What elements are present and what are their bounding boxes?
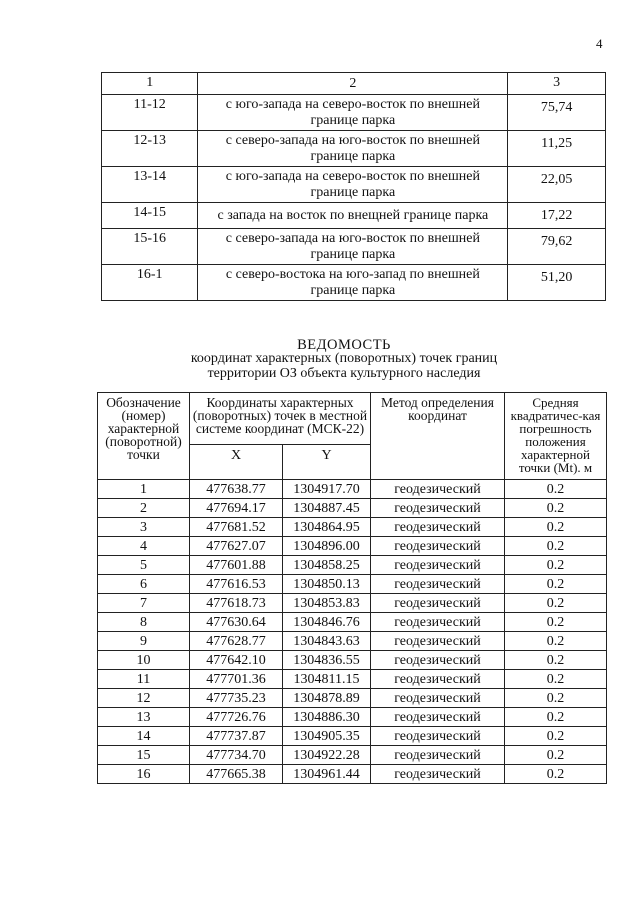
- error-cell: 0.2: [505, 708, 607, 727]
- description-cell: с северо-востока на юго-запад по внешней границе парка: [198, 265, 508, 301]
- table-row: [98, 746, 607, 765]
- error-cell: 0.2: [505, 499, 607, 518]
- x-coordinate-cell: 477601.88: [190, 556, 283, 575]
- y-coordinate-cell: 1304887.45: [283, 499, 371, 518]
- method-cell: геодезический: [371, 727, 505, 746]
- table-row: [98, 670, 607, 689]
- statement-title: ВЕДОМОСТЬ: [297, 337, 391, 353]
- description-cell: с юго-запада на северо-восток по внешней границе парка: [198, 95, 508, 131]
- error-cell: 0.2: [505, 613, 607, 632]
- segment-cell: 13-14: [102, 167, 198, 203]
- table-row: [98, 613, 607, 632]
- y-coordinate-cell: 1304811.15: [283, 670, 371, 689]
- table-header-row: [102, 73, 606, 95]
- method-cell: геодезический: [371, 575, 505, 594]
- error-cell: 0.2: [505, 632, 607, 651]
- length-cell: 75,74: [508, 95, 606, 131]
- length-cell: 79,62: [508, 229, 606, 265]
- x-coordinate-cell: 477616.53: [190, 575, 283, 594]
- method-cell: геодезический: [371, 499, 505, 518]
- error-cell: 0.2: [505, 575, 607, 594]
- error-cell: 0.2: [505, 689, 607, 708]
- error-cell: 0.2: [505, 727, 607, 746]
- table-row: [98, 689, 607, 708]
- error-cell: 0.2: [505, 765, 607, 784]
- segment-cell: 14-15: [102, 203, 198, 229]
- method-cell: геодезический: [371, 594, 505, 613]
- x-coordinate-cell: 477681.52: [190, 518, 283, 537]
- method-cell: геодезический: [371, 518, 505, 537]
- y-coordinate-cell: 1304836.55: [283, 651, 371, 670]
- point-number-cell: 4: [98, 537, 190, 556]
- y-coordinate-cell: 1304905.35: [283, 727, 371, 746]
- x-coordinate-cell: 477735.23: [190, 689, 283, 708]
- y-coordinate-cell: 1304858.25: [283, 556, 371, 575]
- table-header-row: [98, 393, 607, 445]
- table-row: [102, 167, 606, 203]
- method-cell: геодезический: [371, 651, 505, 670]
- header-y: Y: [283, 445, 371, 480]
- error-cell: 0.2: [505, 670, 607, 689]
- table-row: [98, 632, 607, 651]
- method-cell: геодезический: [371, 765, 505, 784]
- method-cell: геодезический: [371, 632, 505, 651]
- column-number-1: 1: [102, 73, 198, 95]
- method-cell: геодезический: [371, 746, 505, 765]
- point-number-cell: 15: [98, 746, 190, 765]
- error-cell: 0.2: [505, 594, 607, 613]
- error-cell: 0.2: [505, 480, 607, 499]
- point-number-cell: 6: [98, 575, 190, 594]
- point-number-cell: 16: [98, 765, 190, 784]
- x-coordinate-cell: 477630.64: [190, 613, 283, 632]
- table-row: [102, 95, 606, 131]
- statement-subtitle-line-1: координат характерных (поворотных) точек границ: [190, 351, 498, 366]
- y-coordinate-cell: 1304878.89: [283, 689, 371, 708]
- table-row: [98, 651, 607, 670]
- point-number-cell: 9: [98, 632, 190, 651]
- y-coordinate-cell: 1304917.70: [283, 480, 371, 499]
- table-row: [98, 518, 607, 537]
- point-number-cell: 11: [98, 670, 190, 689]
- header-point-designation: Обозначение (номер) характерной (поворотной) точки: [98, 393, 190, 480]
- segment-cell: 12-13: [102, 131, 198, 167]
- segment-cell: 15-16: [102, 229, 198, 265]
- x-coordinate-cell: 477642.10: [190, 651, 283, 670]
- error-cell: 0.2: [505, 746, 607, 765]
- x-coordinate-cell: 477628.77: [190, 632, 283, 651]
- y-coordinate-cell: 1304843.63: [283, 632, 371, 651]
- y-coordinate-cell: 1304922.28: [283, 746, 371, 765]
- point-number-cell: 12: [98, 689, 190, 708]
- table-row: [98, 480, 607, 499]
- method-cell: геодезический: [371, 689, 505, 708]
- table-row: [102, 265, 606, 301]
- segment-cell: 11-12: [102, 95, 198, 131]
- table-row: [102, 131, 606, 167]
- method-cell: геодезический: [371, 480, 505, 499]
- method-cell: геодезический: [371, 613, 505, 632]
- x-coordinate-cell: 477627.07: [190, 537, 283, 556]
- length-cell: 17,22: [508, 203, 606, 229]
- page-number: 4: [596, 36, 603, 51]
- point-number-cell: 1: [98, 480, 190, 499]
- header-mean-error: Средняя квадратичес-кая погрешность положения характерной точки (Mt). м: [505, 393, 607, 480]
- error-cell: 0.2: [505, 537, 607, 556]
- description-cell: с северо-запада на юго-восток по внешней границе парка: [198, 229, 508, 265]
- x-coordinate-cell: 477638.77: [190, 480, 283, 499]
- column-number-3: 3: [508, 73, 606, 95]
- point-number-cell: 10: [98, 651, 190, 670]
- statement-subtitle-line-2: территории ОЗ объекта культурного наследия: [207, 366, 481, 381]
- table-row: [98, 727, 607, 746]
- coordinates-table: [97, 392, 607, 784]
- method-cell: геодезический: [371, 537, 505, 556]
- method-cell: геодезический: [371, 670, 505, 689]
- description-cell: с юго-запада на северо-восток по внешней границе парка: [198, 167, 508, 203]
- method-cell: геодезический: [371, 556, 505, 575]
- length-cell: 11,25: [508, 131, 606, 167]
- x-coordinate-cell: 477701.36: [190, 670, 283, 689]
- y-coordinate-cell: 1304850.13: [283, 575, 371, 594]
- description-cell: с запада на восток по внещней границе парка: [198, 203, 508, 229]
- description-cell: с северо-запада на юго-восток по внешней границе парка: [198, 131, 508, 167]
- boundary-segments-table: [101, 72, 606, 301]
- x-coordinate-cell: 477726.76: [190, 708, 283, 727]
- point-number-cell: 7: [98, 594, 190, 613]
- error-cell: 0.2: [505, 556, 607, 575]
- point-number-cell: 13: [98, 708, 190, 727]
- y-coordinate-cell: 1304846.76: [283, 613, 371, 632]
- error-cell: 0.2: [505, 518, 607, 537]
- point-number-cell: 2: [98, 499, 190, 518]
- table-row: [98, 537, 607, 556]
- table-row: [102, 229, 606, 265]
- x-coordinate-cell: 477665.38: [190, 765, 283, 784]
- table-row: [98, 556, 607, 575]
- header-coordinates: Координаты характерных (поворотных) точек в местной системе координат (МСК-22): [190, 393, 371, 445]
- table-row: [98, 708, 607, 727]
- point-number-cell: 8: [98, 613, 190, 632]
- method-cell: геодезический: [371, 708, 505, 727]
- length-cell: 51,20: [508, 265, 606, 301]
- header-x: X: [190, 445, 283, 480]
- y-coordinate-cell: 1304961.44: [283, 765, 371, 784]
- x-coordinate-cell: 477737.87: [190, 727, 283, 746]
- header-method: Метод определения координат: [371, 393, 505, 480]
- point-number-cell: 3: [98, 518, 190, 537]
- point-number-cell: 14: [98, 727, 190, 746]
- y-coordinate-cell: 1304853.83: [283, 594, 371, 613]
- x-coordinate-cell: 477618.73: [190, 594, 283, 613]
- segment-cell: 16-1: [102, 265, 198, 301]
- x-coordinate-cell: 477694.17: [190, 499, 283, 518]
- length-cell: 22,05: [508, 167, 606, 203]
- x-coordinate-cell: 477734.70: [190, 746, 283, 765]
- table-row: [102, 203, 606, 229]
- table-row: [98, 594, 607, 613]
- y-coordinate-cell: 1304896.00: [283, 537, 371, 556]
- y-coordinate-cell: 1304886.30: [283, 708, 371, 727]
- table-row: [98, 765, 607, 784]
- column-number-2: 2: [198, 73, 508, 95]
- point-number-cell: 5: [98, 556, 190, 575]
- error-cell: 0.2: [505, 651, 607, 670]
- y-coordinate-cell: 1304864.95: [283, 518, 371, 537]
- table-row: [98, 575, 607, 594]
- table-row: [98, 499, 607, 518]
